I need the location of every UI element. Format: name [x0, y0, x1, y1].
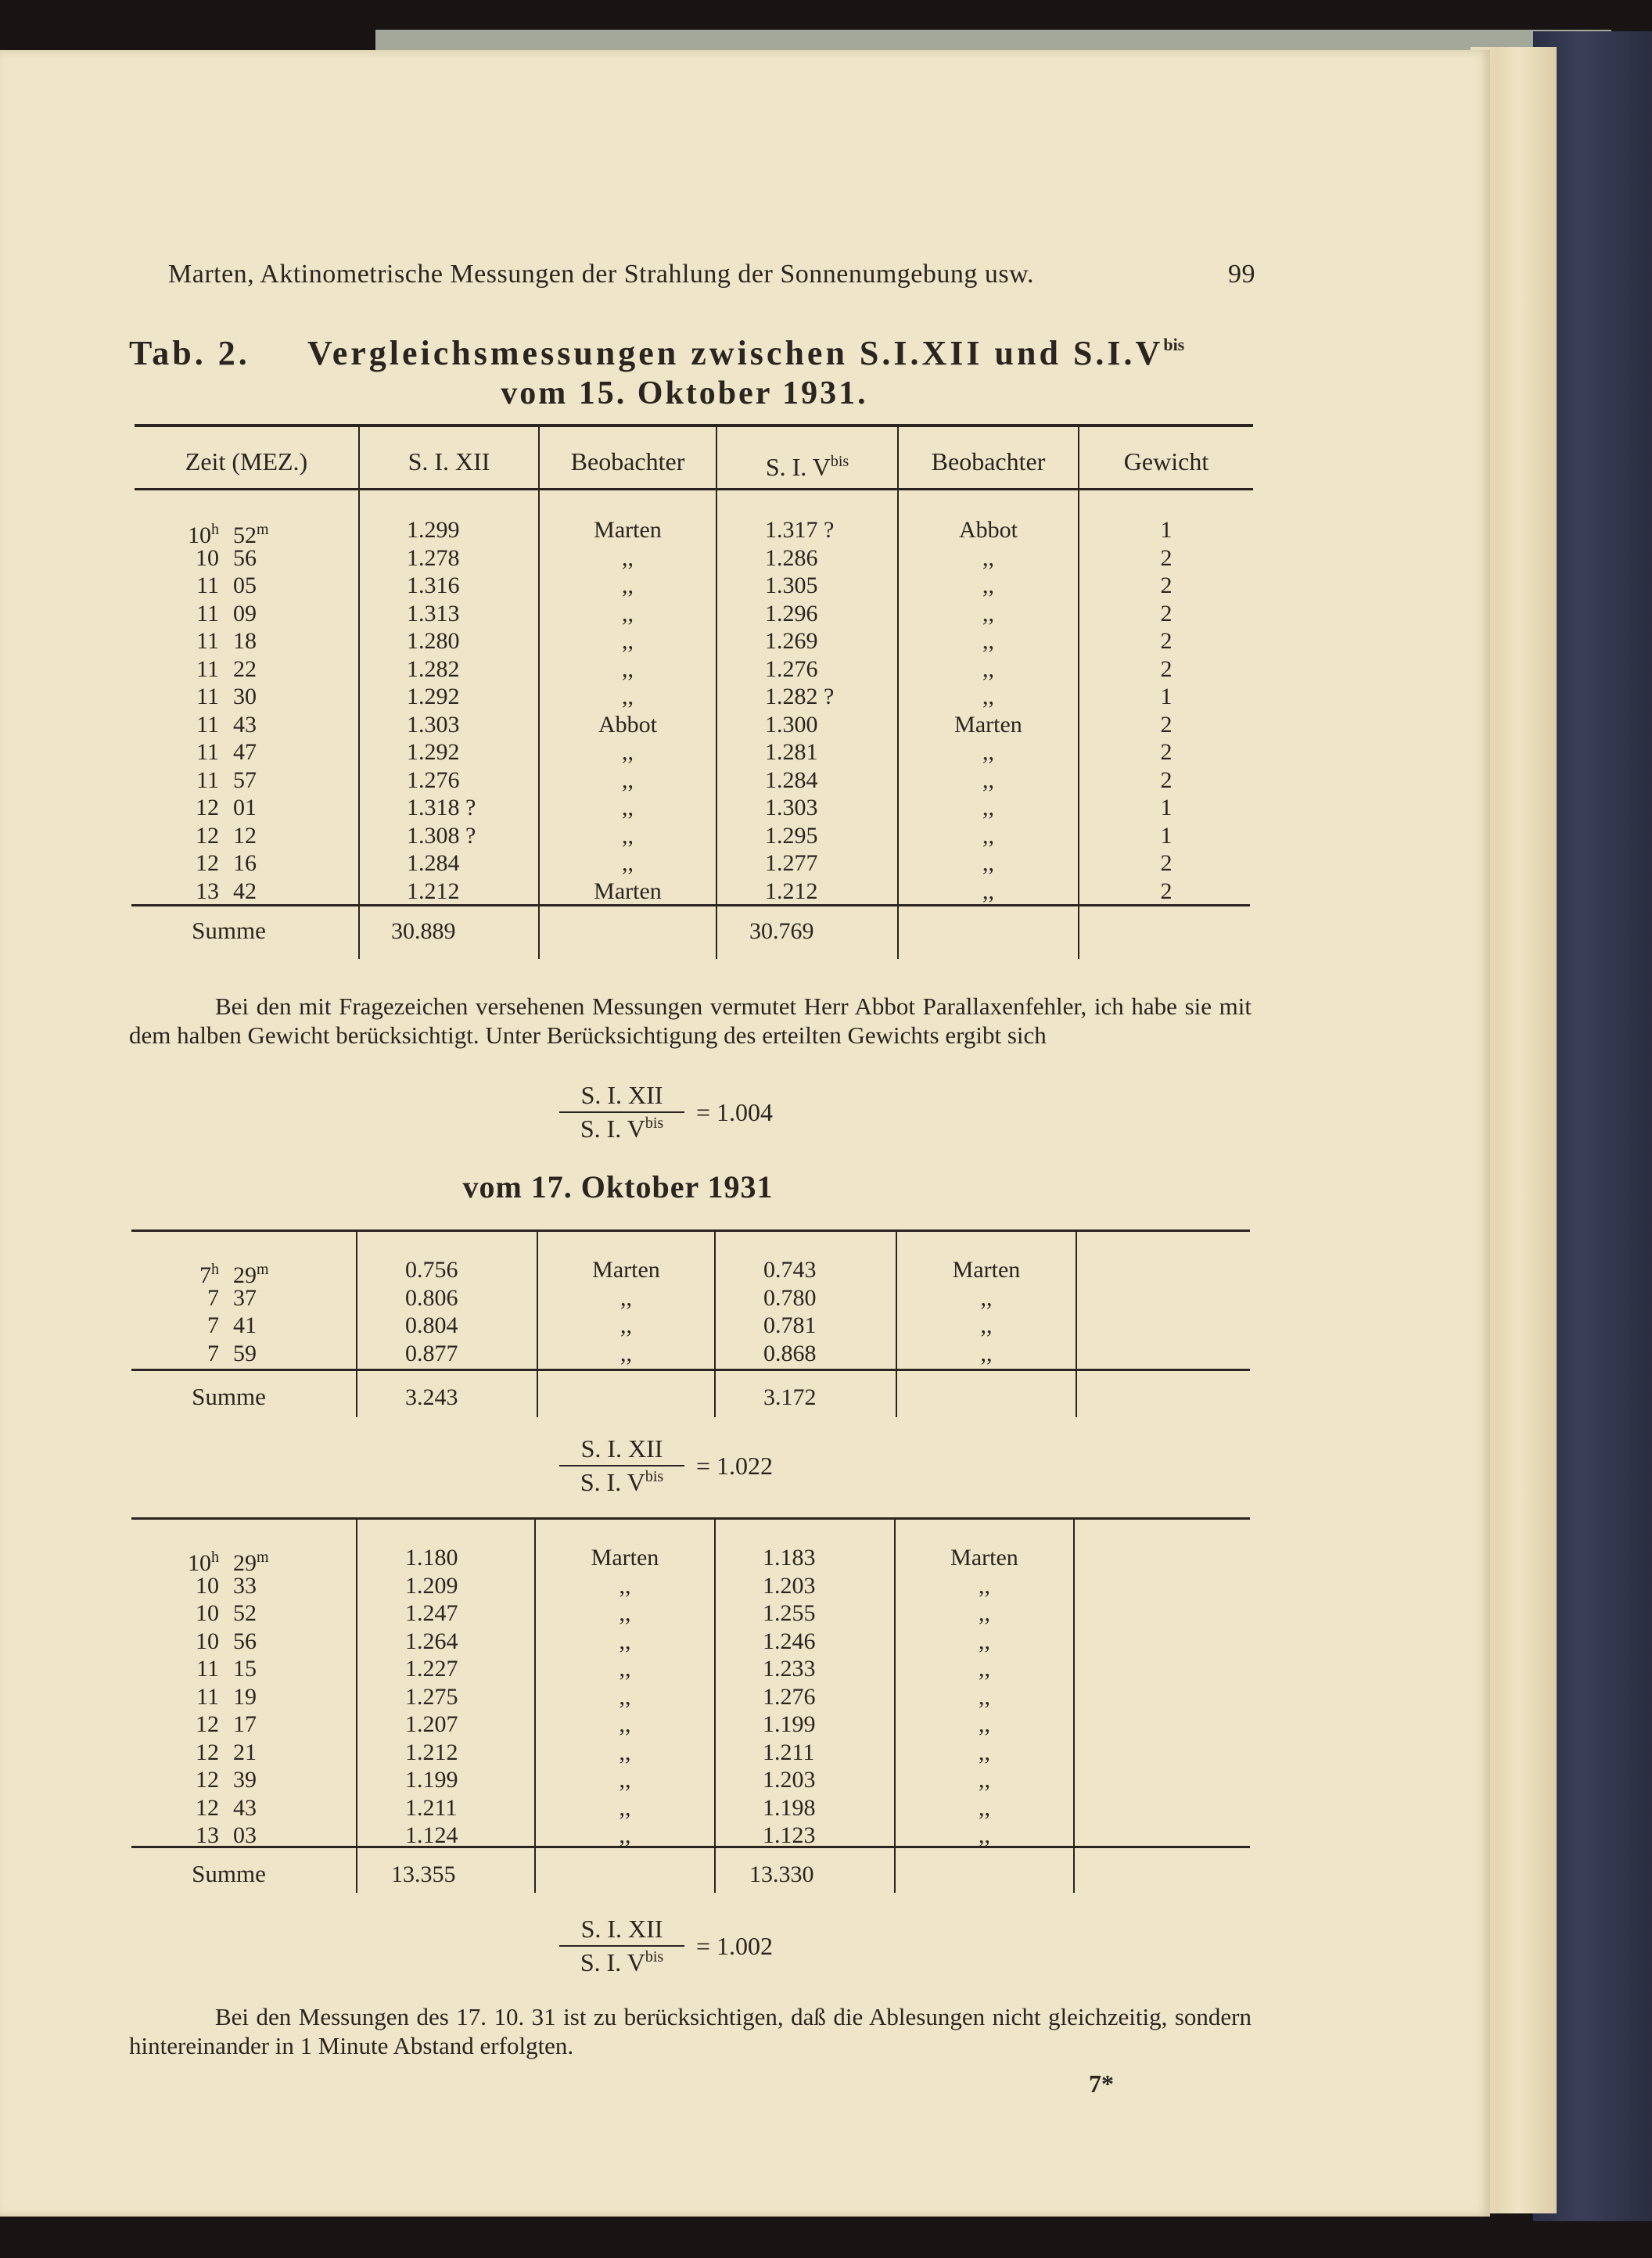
observer-cell: ,,: [982, 795, 994, 820]
col-divider: [1073, 1517, 1075, 1893]
weight-cell: 2: [1160, 711, 1173, 738]
observer-cell: ,,: [622, 544, 634, 571]
value-cell: 1.317 ?: [765, 517, 835, 543]
time-cell: 10$^h$ 52$^m$: [188, 521, 269, 548]
value-cell: 1.280: [407, 628, 460, 654]
fraction-numerator: S. I. XII: [559, 1915, 684, 1947]
table1-summe-s1: 30.889: [391, 918, 456, 944]
observer-cell: ,,: [622, 739, 634, 765]
observer-cell: ,,: [982, 850, 994, 876]
table1-s2-column: [765, 516, 890, 905]
value-cell: 1.198: [763, 1794, 816, 1821]
time-cell: 10 56: [196, 1628, 257, 1654]
time-cell: 11 19: [196, 1683, 257, 1710]
table3-s2-column: [763, 1544, 888, 1850]
table1-weight-column: [1079, 516, 1253, 905]
table3-observer1-column: [536, 1544, 714, 1850]
time-cell: 12 01: [196, 795, 257, 820]
header-s2: S. I. $V^{bis}$: [765, 453, 849, 481]
time-cell: 11 57: [196, 766, 257, 793]
observer-cell: Marten: [591, 1545, 659, 1571]
value-cell: 0.804: [405, 1312, 458, 1338]
observer-cell: ,,: [980, 1284, 993, 1311]
weight-cell: 1: [1160, 822, 1173, 849]
observer-cell: ,,: [622, 655, 634, 682]
observer-cell: ,,: [979, 1794, 990, 1821]
header-weight: Gewicht: [1123, 447, 1209, 476]
table-caption-sup: bis: [1163, 335, 1185, 354]
value-cell: 1.278: [407, 544, 460, 571]
observer-cell: ,,: [982, 600, 994, 626]
col-divider: [714, 1230, 716, 1417]
value-cell: 1.296: [765, 600, 818, 626]
value-cell: 0.756: [405, 1257, 458, 1283]
weight-cell: 2: [1160, 628, 1173, 654]
time-cell: 11 05: [196, 573, 257, 598]
time-cell: 12 16: [196, 850, 257, 876]
value-cell: 1.212: [765, 878, 818, 904]
observer-cell: ,,: [619, 1822, 631, 1848]
observer-cell: ,,: [620, 1340, 632, 1366]
table3-observer2-column: [896, 1544, 1073, 1850]
weight-cell: 2: [1160, 850, 1173, 876]
fraction-numerator: S. I. XII: [559, 1081, 684, 1113]
rule: [135, 424, 1253, 427]
header-s1: S. I. XII: [408, 447, 490, 476]
table3-summe-label: Summe: [192, 1860, 266, 1887]
table1-summe-label: Summe: [192, 917, 266, 944]
value-cell: 1.276: [763, 1683, 816, 1710]
observer-cell: ,,: [619, 1572, 631, 1599]
observer-cell: ,,: [620, 1284, 632, 1311]
observer-cell: ,,: [622, 822, 634, 849]
time-cell: 12 17: [196, 1711, 257, 1737]
time-cell: 10$^h$ 29$^m$: [188, 1549, 269, 1576]
value-cell: 1.292: [407, 684, 460, 709]
time-cell: 13 42: [196, 878, 257, 904]
value-cell: 1.247: [405, 1600, 458, 1626]
value-cell: 1.203: [763, 1767, 816, 1793]
fraction-denominator: S. I. $V^{bis}$: [580, 1948, 664, 1976]
value-cell: 1.275: [405, 1683, 458, 1710]
header-time: Zeit (MEZ.): [185, 447, 308, 476]
value-cell: 1.313: [407, 600, 460, 626]
value-cell: 1.276: [407, 766, 460, 793]
observer-cell: ,,: [622, 766, 634, 793]
paragraph-note: Bei den Messungen des 17. 10. 31 ist zu berücksichtigen, daß die Ablesungen nicht gleichzeitig, sondern hintereinander in 1 Minute Abstand erfolgten.: [129, 2003, 1252, 2059]
weight-cell: 1: [1160, 795, 1173, 820]
time-cell: 7$^h$ 29$^m$: [199, 1261, 269, 1288]
weight-cell: 2: [1160, 739, 1173, 765]
observer-cell: ,,: [979, 1683, 990, 1710]
observer-cell: ,,: [979, 1767, 990, 1793]
observer-cell: ,,: [979, 1739, 990, 1765]
table3-s1-column: [405, 1544, 530, 1850]
formula-result: = 1.022: [696, 1452, 774, 1480]
observer-cell: ,,: [982, 684, 994, 709]
observer-cell: ,,: [979, 1628, 990, 1654]
observer-cell: Marten: [594, 517, 662, 543]
observer-cell: Abbot: [598, 711, 657, 738]
observer-cell: ,,: [982, 766, 994, 793]
table-title: [129, 333, 1283, 373]
value-cell: 1.227: [405, 1656, 458, 1682]
value-cell: 1.212: [405, 1739, 458, 1765]
observer-cell: ,,: [622, 850, 634, 876]
table2-time-column: [156, 1256, 274, 1367]
time-cell: 11 09: [196, 600, 257, 626]
value-cell: 1.295: [765, 822, 818, 849]
value-cell: 1.284: [765, 766, 818, 793]
fraction-denominator: S. I. $V^{bis}$: [580, 1468, 664, 1496]
page-number: 99: [1228, 260, 1255, 289]
running-header: [168, 260, 1255, 289]
observer-cell: ,,: [619, 1628, 631, 1654]
col-divider: [1076, 1230, 1077, 1417]
table3-summe-s1: 13.355: [391, 1861, 456, 1887]
weight-cell: 2: [1160, 573, 1173, 598]
value-cell: 1.203: [763, 1572, 816, 1599]
value-cell: 1.284: [407, 850, 460, 876]
observer-cell: ,,: [980, 1312, 993, 1338]
value-cell: 1.123: [763, 1822, 816, 1848]
weight-cell: 1: [1160, 684, 1173, 709]
paragraph-parallax: Bei den mit Fragezeichen versehenen Messungen vermutet Herr Abbot Parallaxenfehler, ich habe sie mit dem halben Gewicht berücksichtigt. Unter Berücksichtigung des erteilten Gewichts ergibt sich: [129, 993, 1252, 1049]
table2-summe-label: Summe: [192, 1383, 266, 1410]
value-cell: 1.316: [407, 573, 460, 598]
value-cell: 1.305: [765, 573, 818, 598]
rule: [131, 1369, 1250, 1371]
rule: [131, 1517, 1250, 1520]
header-observer2: Beobachter: [931, 447, 1046, 476]
value-cell: 0.806: [405, 1284, 458, 1311]
value-cell: 1.264: [405, 1628, 458, 1654]
section-title-17-oktober: vom 17. Oktober 1931: [462, 1169, 774, 1204]
formula-fraction: [559, 1915, 684, 1977]
observer-cell: ,,: [982, 822, 994, 849]
observer-cell: ,,: [619, 1656, 631, 1682]
table2-observer2-column: [897, 1256, 1076, 1367]
col-divider: [714, 1517, 716, 1893]
value-cell: 0.780: [763, 1284, 817, 1311]
value-cell: 1.255: [763, 1600, 816, 1626]
fraction-denominator: S. I. $V^{bis}$: [580, 1115, 664, 1143]
time-cell: 11 47: [196, 739, 257, 765]
value-cell: 1.281: [765, 739, 818, 765]
table2-summe-s2: 3.172: [763, 1384, 817, 1410]
header-observer1: Beobachter: [570, 447, 685, 476]
time-cell: 11 22: [196, 655, 257, 682]
fraction-numerator: S. I. XII: [559, 1434, 684, 1466]
observer-cell: ,,: [982, 655, 994, 682]
table3-time-column: [156, 1544, 274, 1850]
value-cell: 1.282 ?: [765, 684, 835, 709]
table2-observer1-column: [538, 1256, 714, 1367]
col-divider: [356, 1517, 357, 1893]
formula-fraction: [559, 1081, 684, 1143]
observer-cell: ,,: [619, 1711, 631, 1737]
time-cell: 10 33: [196, 1572, 257, 1599]
time-cell: 7 59: [207, 1340, 257, 1366]
time-cell: 12 39: [196, 1767, 257, 1793]
signature-mark: 7*: [1089, 2070, 1114, 2098]
value-cell: 1.183: [763, 1545, 816, 1571]
weight-cell: 1: [1160, 517, 1173, 543]
formula-result: = 1.002: [696, 1932, 774, 1960]
value-cell: 0.743: [763, 1257, 817, 1283]
formula-1002: [559, 1915, 872, 1977]
observer-cell: ,,: [980, 1340, 993, 1366]
weight-cell: 2: [1160, 600, 1173, 626]
col-divider: [358, 425, 360, 959]
value-cell: 0.781: [763, 1312, 817, 1338]
rule: [131, 1230, 1250, 1232]
observer-cell: ,,: [982, 544, 994, 571]
running-title: Marten, Aktinometrische Messungen der Strahlung der Sonnenumgebung usw.: [168, 260, 1034, 289]
value-cell: 1.233: [763, 1656, 816, 1682]
value-cell: 0.868: [763, 1340, 817, 1366]
weight-cell: 2: [1160, 655, 1173, 682]
table-caption: Vergleichsmessungen zwischen S.I.XII und S.I.V: [307, 334, 1164, 372]
time-cell: 11 30: [196, 684, 257, 709]
col-divider: [356, 1230, 357, 1417]
value-cell: 1.211: [763, 1739, 815, 1765]
table1-s1-column: [407, 516, 532, 905]
time-cell: 12 21: [196, 1739, 257, 1765]
value-cell: 1.199: [763, 1711, 816, 1737]
observer-cell: ,,: [982, 739, 994, 765]
value-cell: 1.276: [765, 655, 818, 682]
value-cell: 1.199: [405, 1767, 458, 1793]
weight-cell: 2: [1160, 878, 1173, 904]
value-cell: 1.318 ?: [407, 795, 476, 820]
table-subtitle: vom 15. Oktober 1931.: [501, 375, 868, 411]
observer-cell: ,,: [622, 600, 634, 626]
table1-time-column: [156, 516, 274, 905]
time-cell: 12 43: [196, 1794, 257, 1821]
value-cell: 1.207: [405, 1711, 458, 1737]
time-cell: 10 56: [196, 544, 257, 571]
value-cell: 1.124: [405, 1822, 458, 1848]
table1-observer2-column: [899, 516, 1078, 905]
value-cell: 1.292: [407, 739, 460, 765]
observer-cell: Marten: [952, 1257, 1021, 1283]
value-cell: 1.180: [405, 1545, 458, 1571]
observer-cell: Marten: [950, 1545, 1018, 1571]
observer-cell: ,,: [982, 878, 994, 904]
formula-1004: [559, 1081, 872, 1143]
value-cell: 1.303: [765, 795, 818, 820]
col-divider: [716, 425, 717, 959]
observer-cell: ,,: [979, 1572, 990, 1599]
observer-cell: Abbot: [959, 517, 1018, 543]
value-cell: 1.299: [407, 517, 460, 543]
observer-cell: Marten: [594, 878, 662, 904]
table2-s2-column: [763, 1256, 889, 1367]
observer-cell: ,,: [619, 1600, 631, 1626]
formula-fraction: [559, 1434, 684, 1497]
table1-observer1-column: [540, 516, 716, 905]
value-cell: 1.211: [405, 1794, 458, 1821]
observer-cell: ,,: [622, 628, 634, 654]
observer-cell: ,,: [622, 684, 634, 709]
observer-cell: ,,: [982, 573, 994, 598]
time-cell: 10 52: [196, 1600, 257, 1626]
table-label: Tab. 2.: [129, 334, 250, 372]
observer-cell: ,,: [622, 795, 634, 820]
observer-cell: ,,: [619, 1683, 631, 1710]
value-cell: 1.209: [405, 1572, 458, 1599]
observer-cell: ,,: [620, 1312, 632, 1338]
rule: [135, 488, 1253, 490]
weight-cell: 2: [1160, 544, 1173, 571]
formula-result: = 1.004: [696, 1098, 774, 1126]
value-cell: 1.286: [765, 544, 818, 571]
book-page: [0, 50, 1490, 2217]
observer-cell: ,,: [979, 1656, 990, 1682]
observer-cell: ,,: [979, 1711, 990, 1737]
weight-cell: 2: [1160, 766, 1173, 793]
value-cell: 1.300: [765, 711, 818, 738]
time-cell: 12 12: [196, 822, 257, 849]
formula-1022: [559, 1434, 872, 1497]
table3-summe-s2: 13.330: [749, 1861, 814, 1887]
value-cell: 1.277: [765, 850, 818, 876]
value-cell: 1.212: [407, 878, 460, 904]
observer-cell: Marten: [592, 1257, 660, 1283]
observer-cell: ,,: [979, 1600, 990, 1626]
table1-summe-s2: 30.769: [749, 918, 814, 944]
value-cell: 1.308 ?: [407, 822, 476, 849]
time-cell: 7 37: [207, 1284, 257, 1311]
time-cell: 11 18: [196, 628, 257, 654]
time-cell: 11 43: [196, 711, 257, 738]
observer-cell: ,,: [619, 1767, 631, 1793]
time-cell: 11 15: [196, 1656, 257, 1682]
observer-cell: ,,: [619, 1739, 631, 1765]
value-cell: 1.246: [763, 1628, 816, 1654]
time-cell: 7 41: [207, 1312, 257, 1338]
table2-s1-column: [405, 1256, 530, 1367]
value-cell: 1.282: [407, 655, 460, 682]
observer-cell: ,,: [619, 1794, 631, 1821]
observer-cell: ,,: [979, 1822, 990, 1848]
observer-cell: Marten: [954, 711, 1022, 738]
observer-cell: ,,: [982, 628, 994, 654]
value-cell: 1.303: [407, 711, 460, 738]
table2-summe-s1: 3.243: [405, 1384, 458, 1410]
value-cell: 0.877: [405, 1340, 458, 1366]
value-cell: 1.269: [765, 628, 818, 654]
observer-cell: ,,: [622, 573, 634, 598]
time-cell: 13 03: [196, 1822, 257, 1848]
